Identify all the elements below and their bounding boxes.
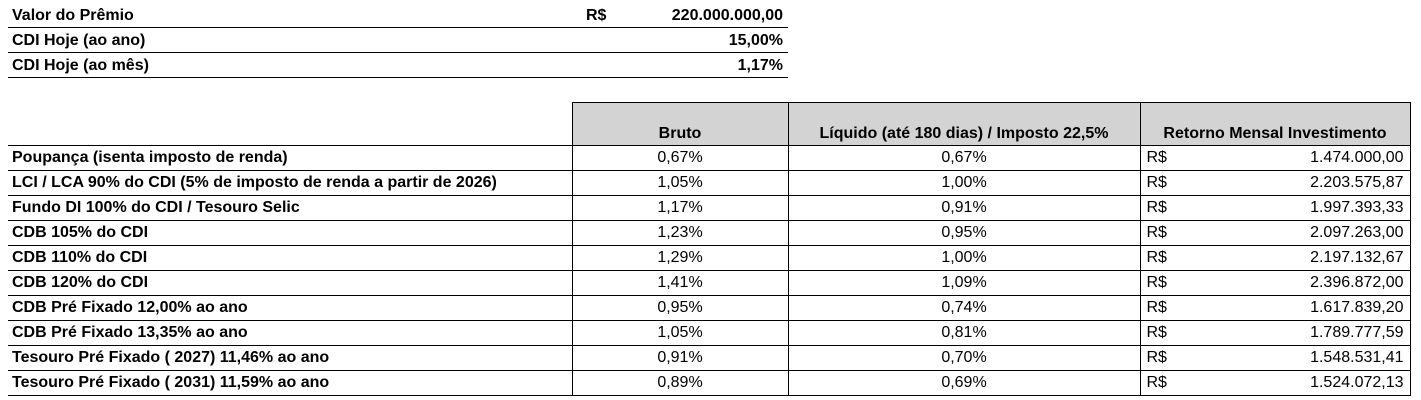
table-row (8, 346, 1410, 371)
table-row (8, 371, 1410, 396)
table-row (8, 246, 1410, 271)
row-label[interactable]: Fundo DI 100% do CDI / Tesouro Selic (8, 196, 572, 221)
retorno-cell[interactable] (1140, 346, 1410, 371)
retorno-value: 2.197.132,67 (1310, 249, 1404, 266)
retorno-currency: R$ (1146, 249, 1167, 266)
retorno-value: 1.617.839,20 (1310, 299, 1404, 316)
bruto-cell[interactable]: 0,91% (572, 346, 788, 371)
retorno-currency: R$ (1146, 274, 1167, 291)
retorno-currency: R$ (1146, 224, 1167, 241)
cdi-mes-label: CDI Hoje (ao mês) (12, 57, 149, 74)
retorno-currency: R$ (1146, 324, 1167, 341)
retorno-cell[interactable] (1140, 296, 1410, 321)
row-label[interactable]: CDB 120% do CDI (8, 271, 572, 296)
liquido-cell[interactable]: 0,91% (788, 196, 1140, 221)
row-label[interactable]: Tesouro Pré Fixado ( 2031) 11,59% ao ano (8, 371, 572, 396)
cdi-ano-label: CDI Hoje (ao ano) (12, 32, 146, 49)
retorno-value: 2.203.575,87 (1310, 174, 1404, 191)
bruto-cell[interactable]: 1,05% (572, 321, 788, 346)
table-row (8, 321, 1410, 346)
liquido-cell[interactable]: 0,95% (788, 221, 1140, 246)
cdi-ano-value[interactable]: 15,00% (728, 32, 783, 49)
bruto-cell[interactable]: 0,89% (572, 371, 788, 396)
liquido-cell[interactable]: 0,67% (788, 146, 1140, 171)
liquido-cell[interactable]: 1,00% (788, 246, 1140, 271)
retorno-currency: R$ (1146, 299, 1167, 316)
premio-label: Valor do Prêmio (12, 7, 134, 24)
retorno-value: 2.097.263,00 (1310, 224, 1404, 241)
table-row (8, 271, 1410, 296)
retorno-currency: R$ (1146, 199, 1167, 216)
liquido-cell[interactable]: 0,69% (788, 371, 1140, 396)
retorno-currency: R$ (1146, 349, 1167, 366)
header-retorno: Retorno Mensal Investimento (1140, 103, 1410, 146)
header-liquido: Líquido (até 180 dias) / Imposto 22,5% (788, 103, 1140, 146)
liquido-cell[interactable]: 0,70% (788, 346, 1140, 371)
liquido-cell[interactable]: 1,00% (788, 171, 1140, 196)
retorno-cell[interactable] (1140, 321, 1410, 346)
row-label[interactable]: CDB 110% do CDI (8, 246, 572, 271)
retorno-cell[interactable] (1140, 196, 1410, 221)
retorno-value: 1.474.000,00 (1310, 149, 1404, 166)
table-row (8, 171, 1410, 196)
liquido-cell[interactable]: 1,09% (788, 271, 1140, 296)
row-label[interactable]: Poupança (isenta imposto de renda) (8, 146, 572, 171)
bruto-cell[interactable]: 1,17% (572, 196, 788, 221)
table-row (8, 146, 1410, 171)
row-label[interactable]: CDB Pré Fixado 12,00% ao ano (8, 296, 572, 321)
row-label[interactable]: CDB 105% do CDI (8, 221, 572, 246)
retorno-value: 1.789.777,59 (1310, 324, 1404, 341)
header-blank-cell (8, 103, 572, 146)
retorno-currency: R$ (1146, 374, 1167, 391)
cdi-mes-row (8, 53, 788, 78)
cdi-mes-value[interactable]: 1,17% (737, 57, 783, 74)
retorno-value: 1.524.072,13 (1310, 374, 1404, 391)
bruto-cell[interactable]: 1,41% (572, 271, 788, 296)
retorno-currency: R$ (1146, 149, 1167, 166)
retorno-cell[interactable] (1140, 271, 1410, 296)
retorno-cell[interactable] (1140, 146, 1410, 171)
bruto-cell[interactable]: 0,95% (572, 296, 788, 321)
retorno-cell[interactable] (1140, 221, 1410, 246)
retorno-value: 1.997.393,33 (1310, 199, 1404, 216)
bruto-cell[interactable]: 1,05% (572, 171, 788, 196)
liquido-cell[interactable]: 0,74% (788, 296, 1140, 321)
table-row (8, 296, 1410, 321)
premio-row (8, 3, 788, 28)
row-label[interactable]: Tesouro Pré Fixado ( 2027) 11,46% ao ano (8, 346, 572, 371)
retorno-cell[interactable] (1140, 171, 1410, 196)
retorno-currency: R$ (1146, 174, 1167, 191)
bruto-cell[interactable]: 1,29% (572, 246, 788, 271)
summary-block (8, 3, 788, 78)
premio-value[interactable]: 220.000.000,00 (671, 7, 783, 24)
retorno-value: 2.396.872,00 (1310, 274, 1404, 291)
table-header-row (8, 103, 1410, 146)
investment-table (8, 102, 1411, 396)
bruto-cell[interactable]: 1,23% (572, 221, 788, 246)
table-row (8, 221, 1410, 246)
retorno-cell[interactable] (1140, 246, 1410, 271)
cdi-ano-row (8, 28, 788, 53)
header-bruto: Bruto (572, 103, 788, 146)
retorno-value: 1.548.531,41 (1310, 349, 1404, 366)
row-label[interactable]: LCI / LCA 90% do CDI (5% de imposto de renda a partir de 2026) (8, 171, 572, 196)
row-label[interactable]: CDB Pré Fixado 13,35% ao ano (8, 321, 572, 346)
premio-currency: R$ (586, 7, 607, 24)
liquido-cell[interactable]: 0,81% (788, 321, 1140, 346)
retorno-cell[interactable] (1140, 371, 1410, 396)
table-row (8, 196, 1410, 221)
bruto-cell[interactable]: 0,67% (572, 146, 788, 171)
